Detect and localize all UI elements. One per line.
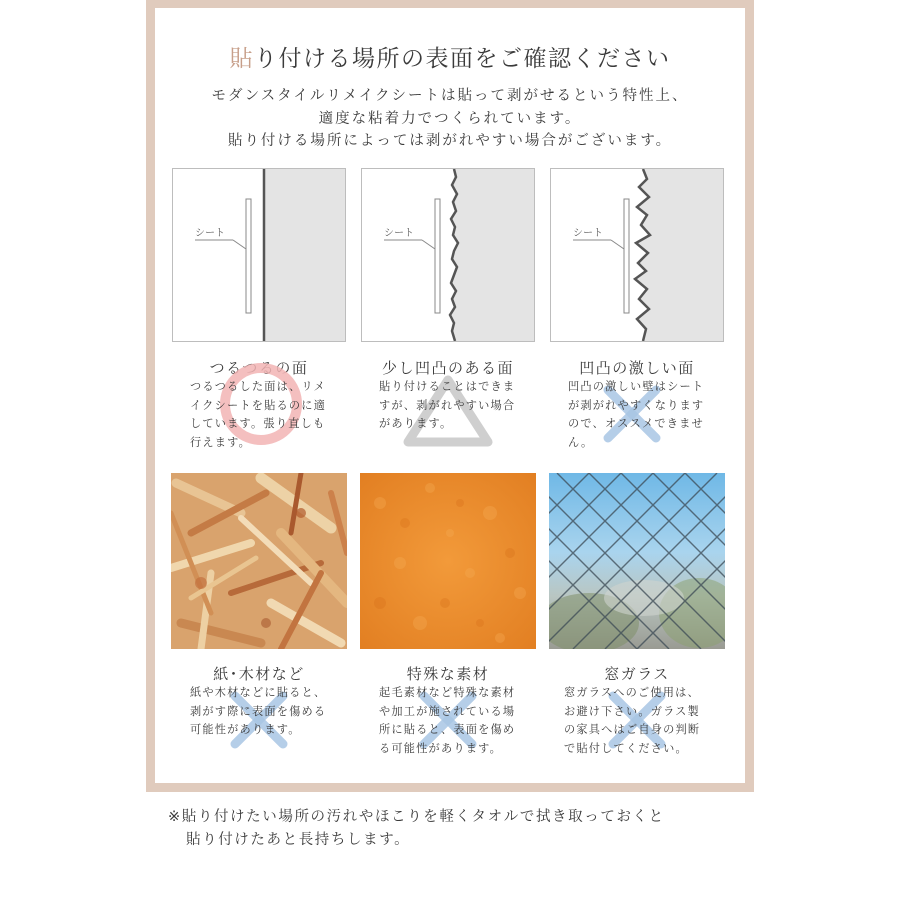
intro-text <box>155 85 745 153</box>
intro-line: モダンスタイルリメイクシートは貼って剥がせるという特性上、 <box>211 88 689 104</box>
intro-line: 貼り付ける場所によっては剥がれやすい場合がございます。 <box>227 133 673 149</box>
surface-title: 紙･木材など <box>213 665 305 683</box>
window-glass-photo <box>549 473 725 649</box>
description-line: すが、剥がれやすい場合 <box>379 398 516 412</box>
surface-title: 少し凹凸のある面 <box>381 359 514 377</box>
diagram-slightly-uneven-surface <box>361 168 535 342</box>
description-line: 貼り付けることはできま <box>379 380 516 393</box>
footnote <box>168 806 665 852</box>
surface-description <box>568 378 728 452</box>
description-line: で貼付してください。 <box>564 741 688 755</box>
surface-description <box>564 684 724 758</box>
page-title <box>155 44 745 74</box>
intro-line: 適度な粘着力でつくられています。 <box>318 110 582 127</box>
description-line: つるつるした面は、リメ <box>190 380 326 393</box>
surface-description <box>190 378 350 452</box>
surface-title: 凹凸の激しい面 <box>579 359 695 377</box>
surface-title: つるつるの面 <box>209 359 309 377</box>
description-line: る可能性があります。 <box>379 741 502 755</box>
description-line: があります。 <box>379 417 453 430</box>
diagram-very-uneven-surface <box>550 168 724 342</box>
description-line: 剥がす際に表面を傷める <box>190 704 327 718</box>
description-line: の家具へはご自身の判断 <box>564 723 701 736</box>
footnote-line: 貼り付けたあと長持ちします。 <box>186 832 411 848</box>
surface-description <box>379 378 539 434</box>
surface-description <box>379 684 539 758</box>
description-line: 所に貼ると、表面を傷め <box>379 723 516 736</box>
description-line: や加工が施されている場 <box>379 704 516 718</box>
title-rest: り付ける場所の表面をご確認ください <box>254 46 671 72</box>
orange-felt-photo <box>360 473 536 649</box>
description-line: 起毛素材など特殊な素材 <box>379 686 516 699</box>
wood-chip-board-photo <box>171 473 347 649</box>
footnote-line: ※貼り付けたい場所の汚れやほこりを軽くタオルで拭き取っておくと <box>168 809 665 825</box>
description-line: が剥がれやすくなります <box>568 398 705 412</box>
diagram-smooth-surface <box>172 168 346 342</box>
description-line: 窓ガラスへのご使用は、 <box>564 686 700 699</box>
surface-title: 特殊な素材 <box>406 665 490 683</box>
description-line: お避け下さい。ガラス製 <box>564 704 700 718</box>
description-line: ので、オススメできませ <box>568 417 704 430</box>
description-line: 紙や木材などに貼ると、 <box>190 686 327 699</box>
description-line: しています。張り直しも <box>190 417 326 430</box>
description-line: 凹凸の激しい壁はシート <box>568 380 705 393</box>
surface-description <box>190 684 350 740</box>
description-line: 可能性があります。 <box>190 723 301 736</box>
description-line: イクシートを貼るのに適 <box>190 398 327 412</box>
description-line: 行えます。 <box>190 435 252 449</box>
surface-title: 窓ガラス <box>604 665 670 683</box>
sheet-label: シート <box>573 228 603 239</box>
title-accent-char: 貼 <box>229 46 254 72</box>
sheet-label: シート <box>384 228 414 239</box>
description-line: ん。 <box>568 435 594 449</box>
sheet-label: シート <box>195 228 225 239</box>
